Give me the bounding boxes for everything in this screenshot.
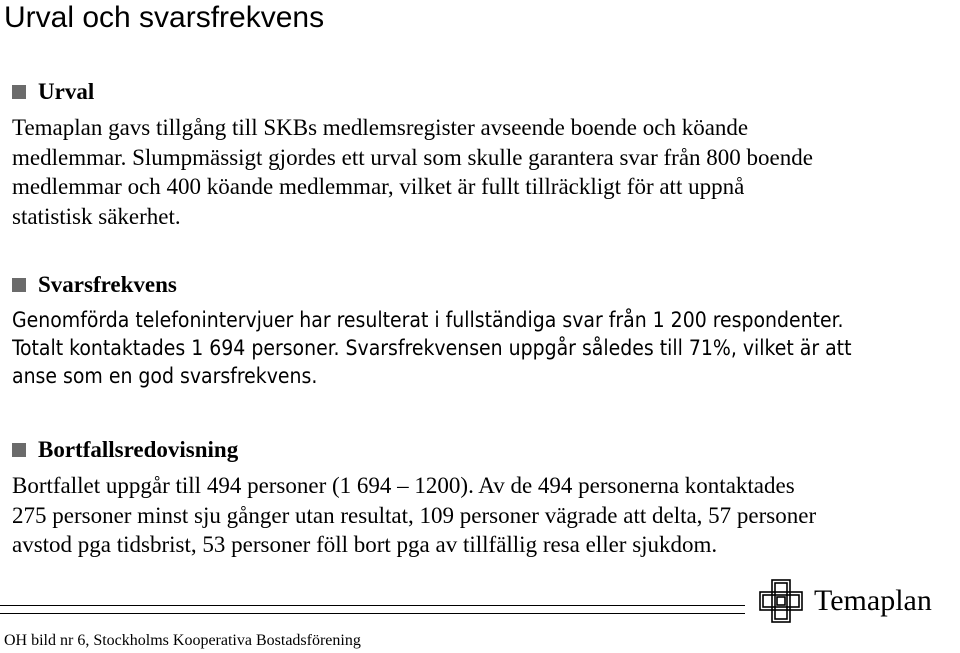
section-body [12, 471, 960, 560]
section-heading-label: Urval [38, 79, 95, 104]
logo-text: Temaplan [814, 584, 932, 617]
body-line: medlemmar och 400 köande medlemmar, vilket är fullt tillräckligt för att uppnå [12, 174, 745, 199]
body-line: anse som en god svarsfrekvens. [12, 364, 318, 388]
temaplan-logo-icon [758, 578, 804, 624]
section-body [12, 306, 960, 390]
body-line: 275 personer minst sju gånger utan resultat, 109 personer vägrade att delta, 57 personer [12, 502, 817, 528]
section-heading [12, 77, 960, 107]
footer-caption: OH bild nr 6, Stockholms Kooperativa Bostadsförening [4, 632, 361, 649]
body-line: medlemmar. Slumpmässigt gjordes ett urval som skulle garantera svar från 800 boende [12, 144, 813, 170]
body-line: Genomförda telefonintervjuer har resulterat i fullständiga svar från 1 200 respondenter. [12, 308, 844, 332]
footer-divider [0, 605, 745, 606]
body-line: avstod pga tidsbrist, 53 personer föll bort pga av tillfällig resa eller sjukdom. [12, 532, 718, 557]
section-body [12, 113, 960, 231]
square-bullet-icon [12, 85, 26, 99]
temaplan-logo [758, 578, 932, 624]
body-line: statistisk säkerhet. [12, 203, 181, 229]
section-heading [12, 270, 960, 300]
section-heading [12, 435, 960, 465]
section-heading-label: Bortfallsredovisning [38, 437, 239, 462]
body-line: Totalt kontaktades 1 694 personer. Svarsfrekvensen uppgår således till 71%, vilket är att [12, 336, 852, 360]
section-svarsfrekvens [12, 270, 960, 390]
body-line: Temaplan gavs tillgång till SKBs medlemsregister avseende boende och köande [12, 115, 749, 140]
body-line: Bortfallet uppgår till 494 personer (1 694 – 1200). Av de 494 personerna kontaktades [12, 473, 795, 498]
square-bullet-icon [12, 278, 26, 292]
section-urval [12, 77, 960, 231]
square-bullet-icon [12, 443, 26, 457]
footer-divider [0, 613, 745, 614]
section-bortfallsredovisning [12, 435, 960, 560]
page-title: Urval och svarsfrekvens [4, 1, 325, 34]
section-heading-label: Svarsfrekvens [38, 272, 177, 297]
